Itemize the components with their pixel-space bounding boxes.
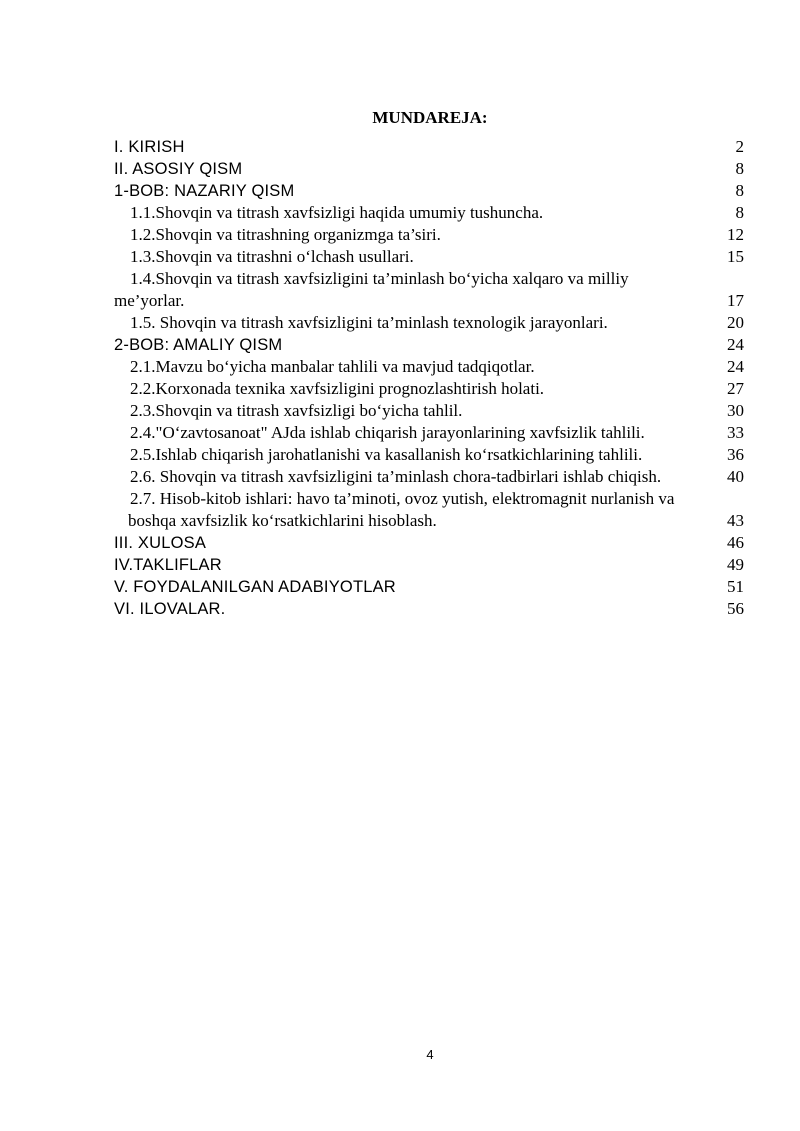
toc-entry-page: 8	[735, 181, 744, 200]
toc-entry-page: 24	[727, 335, 744, 354]
toc-entry-text: III. XULOSA	[114, 534, 207, 552]
toc-entry[interactable]	[114, 554, 744, 576]
table-of-contents	[114, 136, 744, 620]
toc-entry-page: 12	[727, 225, 744, 244]
toc-entry-page: 51	[727, 577, 744, 596]
toc-entry-text: me’yorlar.	[114, 291, 185, 310]
toc-entry[interactable]	[114, 356, 744, 378]
toc-entry-page: 33	[727, 423, 744, 442]
toc-entry-page: 27	[727, 379, 744, 398]
toc-entry-page: 20	[727, 313, 744, 332]
toc-entry-continuation[interactable]	[114, 510, 744, 532]
toc-entry-text: 2.4."O‘zavtosanoat" AJda ishlab chiqarish jarayonlarining xavfsizlik tahlili.	[130, 423, 645, 442]
toc-entry-text: 2.1.Mavzu bo‘yicha manbalar tahlili va mavjud tadqiqotlar.	[130, 357, 535, 376]
toc-entry[interactable]	[114, 400, 744, 422]
toc-entry-text: II. ASOSIY QISM	[114, 160, 243, 178]
toc-entry[interactable]	[114, 312, 744, 334]
toc-entry-continuation[interactable]	[114, 290, 744, 312]
page-number: 4	[426, 1047, 434, 1062]
toc-entry[interactable]	[114, 180, 744, 202]
toc-entry[interactable]	[114, 136, 744, 158]
toc-entry-text: 1.1.Shovqin va titrash xavfsizligi haqida umumiy tushuncha.	[130, 203, 544, 222]
toc-entry-text: 1.5. Shovqin va titrash xavfsizligini ta’minlash texnologik jarayonlari.	[130, 313, 608, 332]
toc-entry-text: 2.6. Shovqin va titrash xavfsizligini ta’minlash chora-tadbirlari ishlab chiqish.	[130, 467, 662, 486]
toc-entry-page: 46	[727, 533, 744, 552]
toc-entry-text: IV.TAKLIFLAR	[114, 556, 222, 574]
toc-entry[interactable]	[114, 532, 744, 554]
toc-entry-page: 36	[727, 445, 744, 464]
toc-entry-text: 2.7. Hisob-kitob ishlari: havo ta’minoti, ovoz yutish, elektromagnit nurlanish va	[130, 489, 675, 508]
toc-entry[interactable]	[114, 444, 744, 466]
page-title: MUNDAREJA:	[372, 108, 488, 127]
toc-entry-page: 43	[727, 511, 744, 530]
toc-entry-text: 2.3.Shovqin va titrash xavfsizligi bo‘yicha tahlil.	[130, 401, 463, 420]
toc-entry-text: 1.3.Shovqin va titrashni o‘lchash usullari.	[130, 247, 414, 266]
toc-entry-page: 30	[727, 401, 744, 420]
toc-entry-page: 24	[727, 357, 744, 376]
toc-entry[interactable]	[114, 334, 744, 356]
toc-entry-text: I. KIRISH	[114, 138, 185, 156]
toc-entry-page: 2	[735, 137, 744, 156]
toc-entry-page: 49	[727, 555, 744, 574]
toc-entry[interactable]	[114, 576, 744, 598]
toc-entry[interactable]	[114, 246, 744, 268]
toc-entry[interactable]	[114, 378, 744, 400]
toc-entry[interactable]	[114, 466, 744, 488]
toc-entry[interactable]	[114, 158, 744, 180]
toc-entry-text: 2.5.Ishlab chiqarish jarohatlanishi va kasallanish ko‘rsatkichlarining tahlili.	[130, 445, 643, 464]
toc-entry[interactable]	[114, 202, 744, 224]
toc-entry-page: 8	[735, 203, 744, 222]
toc-entry-text: boshqa xavfsizlik ko‘rsatkichlarini hisoblash.	[128, 511, 437, 530]
toc-entry-text: 1.4.Shovqin va titrash xavfsizligini ta’minlash bo‘yicha xalqaro va milliy	[130, 269, 629, 288]
toc-entry[interactable]	[114, 598, 744, 620]
toc-entry-text: 2-BOB: AMALIY QISM	[114, 336, 283, 354]
toc-entry-text: VI. ILOVALAR.	[114, 600, 226, 618]
toc-entry[interactable]	[114, 422, 744, 444]
toc-entry-text: 2.2.Korxonada texnika xavfsizligini prognozlashtirish holati.	[130, 379, 545, 398]
toc-entry[interactable]	[114, 224, 744, 246]
toc-entry-page: 8	[735, 159, 744, 178]
toc-entry-page: 15	[727, 247, 744, 266]
toc-entry-text: V. FOYDALANILGAN ADABIYOTLAR	[114, 578, 396, 596]
toc-entry[interactable]	[114, 488, 744, 510]
toc-entry-page: 56	[727, 599, 744, 618]
toc-entry-page: 40	[727, 467, 744, 486]
toc-entry[interactable]	[114, 268, 744, 290]
toc-entry-text: 1.2.Shovqin va titrashning organizmga ta’siri.	[130, 225, 441, 244]
toc-entry-text: 1-BOB: NAZARIY QISM	[114, 182, 295, 200]
toc-entry-page: 17	[727, 291, 744, 310]
